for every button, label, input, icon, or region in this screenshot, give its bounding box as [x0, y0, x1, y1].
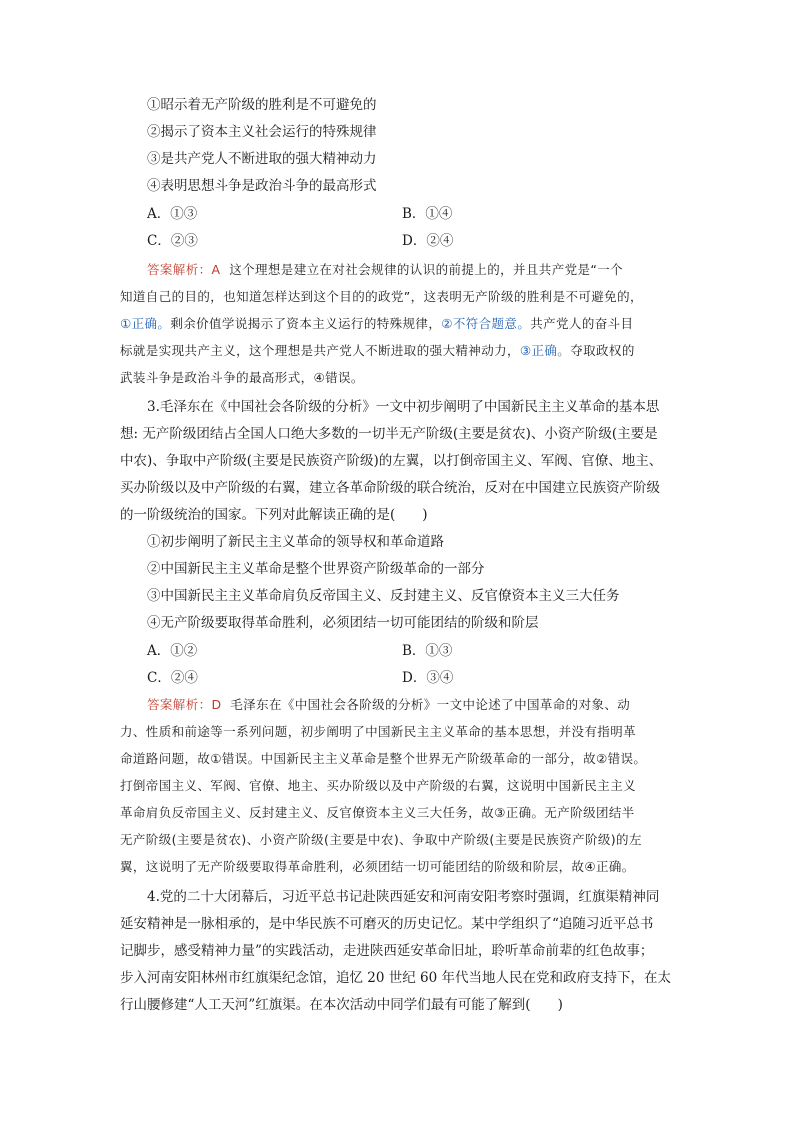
q3-option-a: A．①②: [147, 643, 198, 659]
q2-option-a: A．①③: [147, 206, 198, 222]
q2-item-1: ①昭示着无产阶级的胜利是不可避免的: [147, 97, 377, 113]
answer-text: 剩余价值学说揭示了资本主义运行的特殊规律，: [170, 316, 442, 331]
q3-stem-line-5: 的一阶级统治的国家。下列对此解读正确的是( ): [120, 507, 428, 523]
q3-stem-line-2: 想: 无产阶级团结占全国人口绝大多数的一切半无产阶级(主要是贫农)、小资产阶级(主要是: [120, 426, 658, 442]
answer-3-line-3: 命道路问题，故①错误。中国新民主主义革命是整个世界无产阶级革命的一部分，故②错误。: [120, 751, 647, 766]
answer-3-line-1: [147, 696, 630, 714]
q3-stem-line-3: 中农)、争取中产阶级(主要是民族资产阶级)的左翼，以打倒帝国主义、军阀、官僚、地主、: [120, 453, 663, 469]
highlight-not-applicable: ②不符合题意。: [441, 316, 531, 331]
answer-3-line-2: 力、性质和前途等一系列问题，初步阐明了中国新民主主义革命的基本思想，并没有指明革: [120, 724, 637, 739]
q2-option-c: C．②③: [147, 233, 198, 249]
q3-item-2: ②中国新民主主义革命是整个世界资产阶级革命的一部分: [147, 561, 485, 577]
answer-3-line-6: 无产阶级(主要是贫农)、小资产阶级(主要是中农)、争取中产阶级(主要是民族资产阶级)的左: [120, 832, 642, 847]
answer-text: 这个理想是建立在对社会规律的认识的前提上的，并且共产党是“一个: [229, 262, 624, 277]
answer-2-line-1: [147, 261, 623, 279]
answer-text: 标就是实现共产主义，这个理想是共产党人不断进取的强大精神动力，: [120, 343, 520, 358]
q2-item-3: ③是共产党人不断进取的强大精神动力: [147, 151, 377, 167]
answer-2-line-4: [120, 342, 635, 360]
q4-stem-line-4: 步入河南安阳林州市红旗渠纪念馆，追忆 20 世纪 60 年代当地人民在党和政府支持下，在太: [120, 970, 672, 986]
q2-item-2: ②揭示了资本主义社会运行的特殊规律: [147, 124, 377, 140]
answer-text: 共产党人的奋斗目: [530, 316, 634, 331]
answer-3-line-5: 革命肩负反帝国主义、反封建主义、反官僚资本主义三大任务，故③正确。无产阶级团结半: [120, 805, 635, 820]
q3-item-1: ①初步阐明了新民主主义革命的领导权和革命道路: [147, 534, 444, 550]
q3-option-d: D．③④: [402, 670, 454, 686]
q2-item-4: ④表明思想斗争是政治斗争的最高形式: [147, 178, 377, 194]
answer-text: 夺取政权的: [570, 343, 635, 358]
q2-option-d: D．②④: [402, 233, 454, 249]
q4-stem-line-5: 行山腰修建“人工天河”红旗渠。在本次活动中同学们最有可能了解到( ): [120, 997, 563, 1013]
answer-3-line-4: 打倒帝国主义、军阀、官僚、地主、买办阶级以及中产阶级的右翼，这说明中国新民主主义: [120, 778, 637, 793]
answer-2-line-2: 知道自己的目的，也知道怎样达到这个目的的政党”，这表明无产阶级的胜利是不可避免的，: [120, 289, 643, 304]
q3-option-c: C．②④: [147, 670, 198, 686]
q4-stem-line-3: 记脚步，感受精神力量”的实践活动，走进陕西延安革命旧址，聆听革命前辈的红色故事；: [120, 943, 654, 959]
highlight-correct: ①正确。: [120, 316, 171, 331]
answer-3-line-7: 翼，这说明了无产阶级要取得革命胜利，必须团结一切可能团结的阶级和阶层，故④正确。: [120, 859, 635, 874]
highlight-correct: ③正确。: [519, 343, 571, 358]
q2-option-b: B．①④: [402, 206, 453, 222]
answer-label: 答案解析：D: [147, 697, 222, 712]
q4-stem-line-2: 延安精神是一脉相承的，是中华民族不可磨灭的历史记忆。某中学组织了“追随习近平总书: [120, 916, 654, 932]
q3-stem-line-1: 3.毛泽东在《中国社会各阶级的分析》一文中初步阐明了中国新民主主义革命的基本思: [147, 399, 660, 415]
q4-stem-line-1: 4.党的二十大闭幕后，习近平总书记赴陕西延安和河南安阳考察时强调，红旗渠精神同: [147, 889, 660, 905]
q3-item-3: ③中国新民主主义革命肩负反帝国主义、反封建主义、反官僚资本主义三大任务: [147, 588, 620, 604]
q3-option-b: B．①③: [402, 643, 453, 659]
answer-label: 答案解析：A: [147, 262, 221, 277]
q3-stem-line-4: 买办阶级以及中产阶级的右翼，建立各革命阶级的联合统治，反对在中国建立民族资产阶级: [120, 480, 660, 496]
answer-2-line-5: 武装斗争是政治斗争的最高形式，④错误。: [120, 370, 364, 385]
q3-item-4: ④无产阶级要取得革命胜利，必须团结一切可能团结的阶级和阶层: [147, 615, 539, 631]
answer-text: 毛泽东在《中国社会各阶级的分析》一文中论述了中国革命的对象、动: [230, 697, 631, 712]
answer-2-line-3: [120, 315, 633, 333]
